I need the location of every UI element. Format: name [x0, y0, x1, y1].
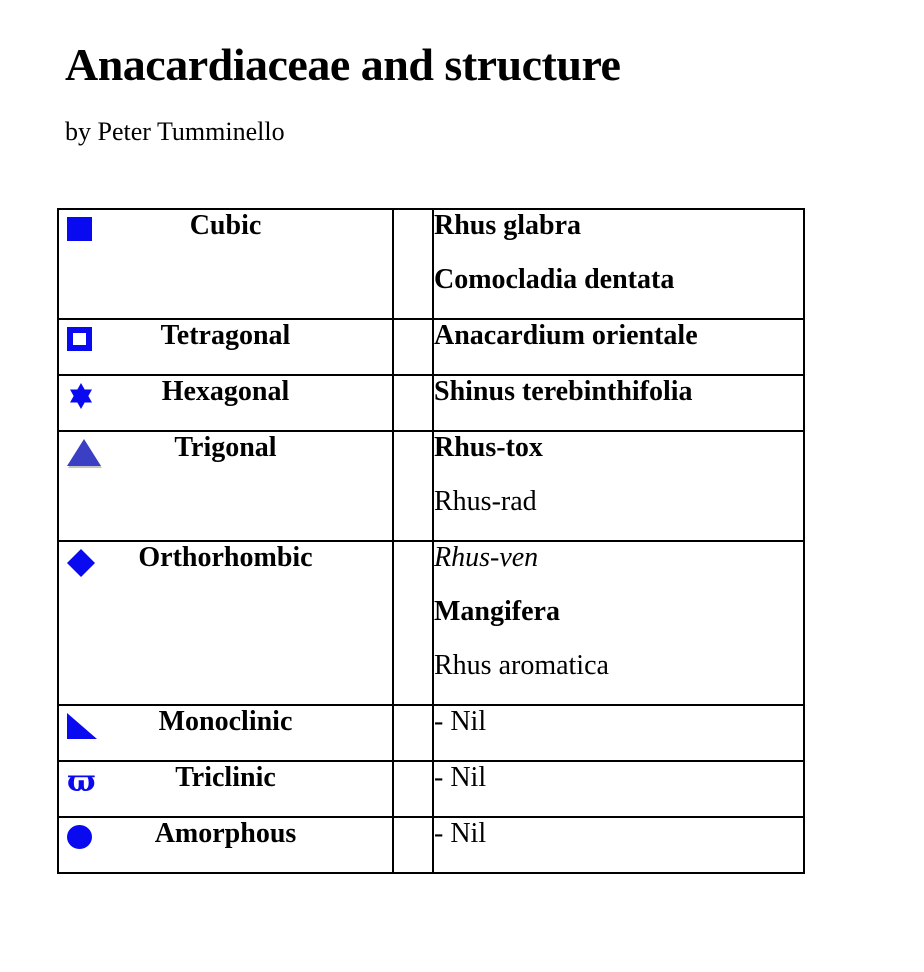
crystal-system-cell — [58, 541, 393, 705]
table-row — [58, 761, 804, 817]
spacer-cell — [393, 817, 433, 873]
remedies-cell — [433, 375, 804, 431]
page-title: Anacardiaceae and structure — [65, 39, 621, 90]
spacer-cell — [393, 705, 433, 761]
remedy-text: - Nil — [434, 706, 487, 738]
crystal-system-label: Hexagonal — [161, 376, 290, 408]
pi-symbol-icon: ϖ — [67, 764, 96, 800]
crystal-system-cell — [58, 761, 393, 817]
crystal-system-label: Monoclinic — [158, 706, 293, 738]
remedies-cell — [433, 817, 804, 873]
crystal-system-cell — [58, 319, 393, 375]
filled-square-icon — [67, 217, 92, 241]
lower-left-triangle-icon — [67, 713, 97, 739]
crystal-system-label: Orthorhombic — [138, 542, 313, 574]
table-row — [58, 375, 804, 431]
crystal-system-cell — [58, 209, 393, 319]
spacer-cell — [393, 431, 433, 541]
remedy-text: Shinus terebinthifolia — [434, 376, 693, 408]
spacer-cell — [393, 761, 433, 817]
crystal-system-cell — [58, 375, 393, 431]
six-pointed-star-icon — [67, 383, 95, 409]
remedy-text: Rhus-rad — [434, 486, 537, 518]
filled-triangle-icon — [67, 439, 101, 466]
remedy-text: - Nil — [434, 762, 487, 794]
table-row — [58, 705, 804, 761]
remedies-cell — [433, 541, 804, 705]
crystal-system-label: Triclinic — [175, 762, 276, 794]
remedies-cell — [433, 209, 804, 319]
hollow-square-icon — [67, 327, 92, 351]
crystal-system-cell — [58, 431, 393, 541]
crystal-system-cell — [58, 817, 393, 873]
remedies-cell — [433, 705, 804, 761]
table-row — [58, 431, 804, 541]
remedy-text: - Nil — [434, 818, 487, 850]
table-row — [58, 817, 804, 873]
remedies-cell — [433, 431, 804, 541]
table-row — [58, 541, 804, 705]
crystal-system-label: Cubic — [189, 210, 262, 242]
table-row — [58, 209, 804, 319]
table-row — [58, 319, 804, 375]
crystal-system-label: Amorphous — [154, 818, 297, 850]
remedy-text: Mangifera — [434, 596, 560, 628]
spacer-cell — [393, 319, 433, 375]
spacer-cell — [393, 209, 433, 319]
remedy-text: Rhus aromatica — [434, 650, 609, 682]
remedies-cell — [433, 319, 804, 375]
crystal-table-body — [58, 209, 804, 873]
crystal-system-label: Trigonal — [174, 432, 277, 464]
remedy-text: Rhus glabra — [434, 210, 582, 242]
filled-circle-icon — [67, 825, 92, 849]
spacer-cell — [393, 541, 433, 705]
remedy-text: Rhus-tox — [434, 432, 543, 464]
byline: by Peter Tumminello — [65, 116, 285, 146]
crystal-system-cell — [58, 705, 393, 761]
filled-diamond-icon — [67, 549, 95, 577]
remedy-text: Comocladia dentata — [434, 264, 675, 296]
remedy-text: Rhus-ven — [434, 542, 539, 574]
spacer-cell — [393, 375, 433, 431]
crystal-structure-table — [57, 208, 805, 874]
crystal-system-label: Tetragonal — [160, 320, 291, 352]
remedy-text: Anacardium orientale — [434, 320, 698, 352]
remedies-cell — [433, 761, 804, 817]
